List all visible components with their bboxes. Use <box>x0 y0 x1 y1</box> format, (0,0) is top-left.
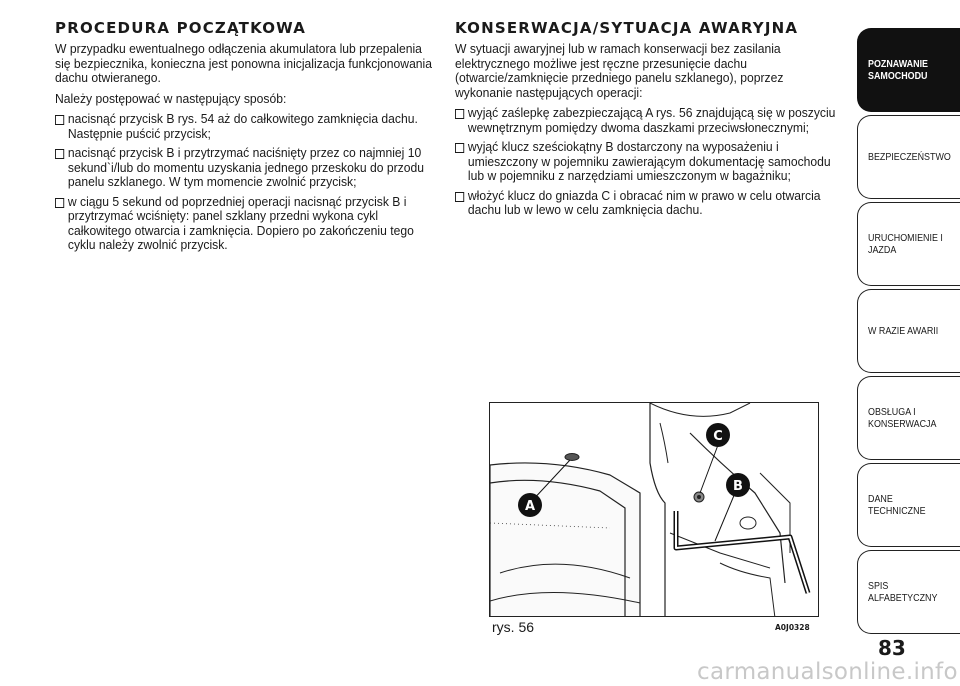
section-heading-initial-procedure: PROCEDURA POCZĄTKOWA <box>55 19 307 37</box>
svg-text:A: A <box>524 499 536 514</box>
list-item: wyjąć zaślepkę zabezpieczającą A rys. 56 znajdującą się w poszyciu wewnętrznym pomiędzy dwoma daszkami przeciwsłonecznymi; <box>455 106 840 135</box>
step-list <box>455 106 840 218</box>
callout-c <box>706 423 730 447</box>
figure-roof-hex-key <box>489 402 819 617</box>
tab-label: W RAZIE AWARII <box>868 325 939 337</box>
list-item: w ciągu 5 sekund od poprzedniej operacji nacisnąć przycisk B i przytrzymać wciśnięty: panel szklany przedni wykona cykl całkowitego otwarcia i zamknięcia. Dopiero po zakończeniu tego cyklu należy zwolnić przycisk. <box>55 195 440 253</box>
tab-poznawanie-samochodu[interactable] <box>857 28 960 112</box>
list-item: włożyć klucz do gniazda C i obracać nim w prawo w celu otwarcia dachu lub w lewo w celu zamknięcia dachu. <box>455 189 840 218</box>
tab-label: DANE TECHNICZNE <box>868 493 926 517</box>
paragraph: Należy postępować w następujący sposób: <box>55 90 287 106</box>
tab-label: POZNAWANIE SAMOCHODU <box>868 58 929 82</box>
list-item: wyjąć klucz sześciokątny B dostarczony na wyposażeniu i umieszczony w pojemniku zawierającym dokumentację samochodu lub w pojemniku z narzędziami umieszczonym w bagażniku; <box>455 140 840 184</box>
tab-label: OBSŁUGA I KONSERWACJA <box>868 406 937 430</box>
svg-text:C: C <box>713 429 723 444</box>
page-number: 83 <box>878 636 906 660</box>
list-item: nacisnąć przycisk B i przytrzymać naciśnięty przez co najmniej 10 sekund`i/lub do momentu uzyskania jednego przeskoku do przodu panelu szklanego. W tym momencie zwolnić przycisk; <box>55 146 440 190</box>
tab-spis-alfabetyczny[interactable] <box>857 550 960 634</box>
tab-bezpieczenstwo[interactable] <box>857 115 960 199</box>
tab-dane-techniczne[interactable] <box>857 463 960 547</box>
watermark: carmanualsonline.info <box>697 659 958 685</box>
callout-b <box>726 473 750 497</box>
list-item: nacisnąć przycisk B rys. 54 aż do całkowitego zamknięcia dachu. Następnie puścić przycisk; <box>55 112 440 141</box>
chapter-tabs <box>857 28 960 637</box>
paragraph: W przypadku ewentualnego odłączenia akumulatora lub przepalenia się bezpiecznika, konieczna jest ponowna inicjalizacja funkcjonowania dachu otwieranego. <box>55 41 433 85</box>
section-heading-maintenance: KONSERWACJA/SYTUACJA AWARYJNA <box>455 19 799 37</box>
figure-code: A0J0328 <box>775 623 810 632</box>
tab-label: SPIS ALFABETYCZNY <box>868 580 938 604</box>
tab-label: BEZPIECZEŃSTWO <box>868 151 951 163</box>
tab-label: URUCHOMIENIE I JAZDA <box>868 232 943 256</box>
tab-uruchomienie-i-jazda[interactable] <box>857 202 960 286</box>
left-column <box>55 18 440 258</box>
roof-illustration <box>490 403 819 617</box>
tab-obsluga-i-konserwacja[interactable] <box>857 376 960 460</box>
right-column <box>455 18 840 223</box>
tab-w-razie-awarii[interactable] <box>857 289 960 373</box>
svg-text:B: B <box>733 479 743 494</box>
figure-caption: rys. 56 <box>492 619 535 635</box>
step-list <box>55 112 440 253</box>
callout-a <box>518 493 542 517</box>
paragraph: W sytuacji awaryjnej lub w ramach konserwacji bez zasilania elektrycznego możliwe jest ręczne przesunięcie dachu (otwarcie/zamknięcie przedniego panelu szklanego), poprzez wykonanie następujących operacji: <box>455 41 784 100</box>
